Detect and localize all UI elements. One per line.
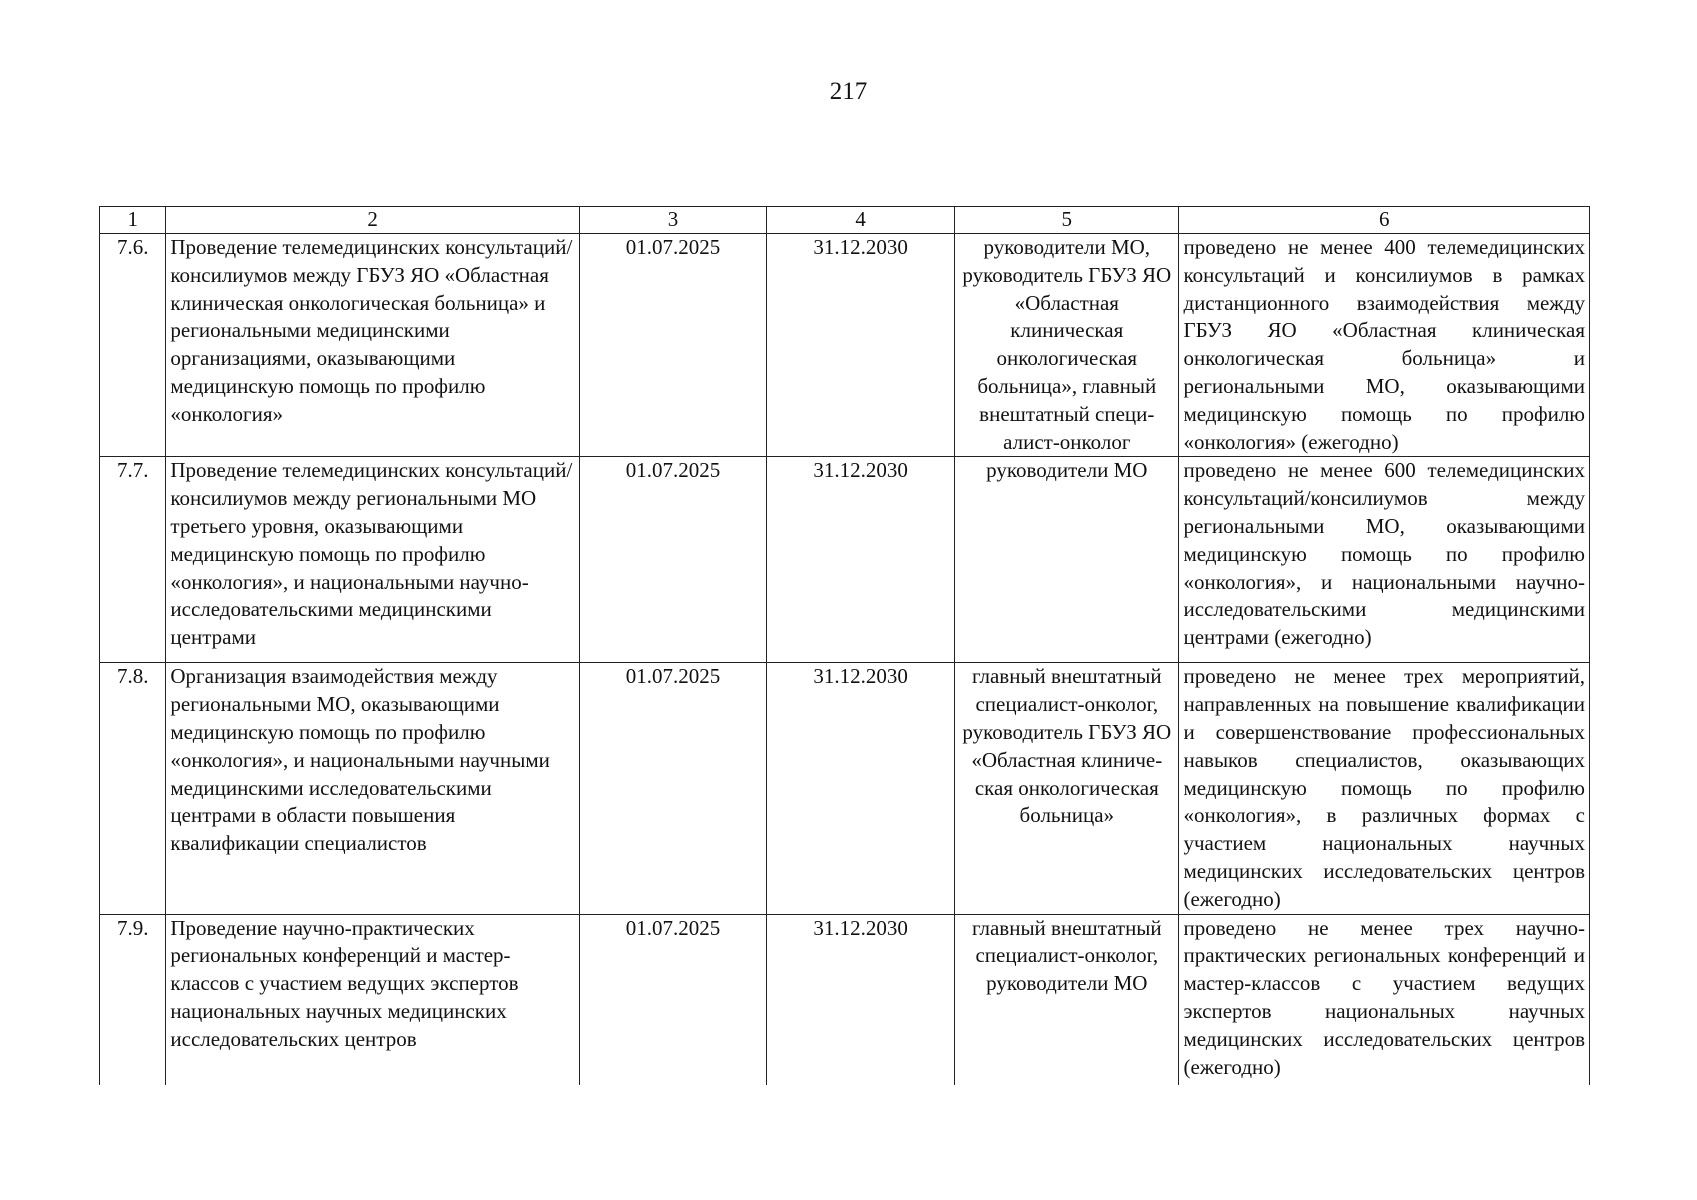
result-cell: проведено не менее трех мероприятий, направленных на повышение квалификации и совершенствование профессиональных навыков специалистов, оказывающих медицинскую помощь по профилю «онкология», в различных формах с участием национальных научных медицинских исследовательских центров (ежегодно) (1179, 663, 1590, 914)
item-number: 7.6. (100, 234, 166, 457)
end-date-cell: 31.12.2030 (767, 914, 955, 1085)
activity-cell: Проведение телемедицинских консультаций/консилиумов между ГБУЗ ЯО «Областная клиническая онкологическая больница» и региональными медицинскими организациями, оказывающими медицинскую помощь по профилю «онкология» (166, 234, 579, 457)
table-row (100, 234, 1590, 457)
activity-cell: Проведение телемедицинских консультаций/ консилиумов между региональными МО третьего уровня, оказывающими медицинскую помощь по профилю «онкология», и национальными научно-исследовательскими медицинскими центрами (166, 457, 579, 663)
table-row (100, 663, 1590, 914)
activity-cell: Проведение научно-практических региональных конференций и мастер-классов с участием ведущих экспертов национальных научных медицинских исследовательских центров (166, 914, 579, 1085)
column-header-6: 6 (1179, 207, 1590, 234)
item-number: 7.7. (100, 457, 166, 663)
end-date-cell: 31.12.2030 (767, 234, 955, 457)
end-date-cell: 31.12.2030 (767, 663, 955, 914)
end-date-cell: 31.12.2030 (767, 457, 955, 663)
start-date-cell: 01.07.2025 (579, 457, 766, 663)
column-header-2: 2 (166, 207, 579, 234)
item-number: 7.9. (100, 914, 166, 1085)
start-date-cell: 01.07.2025 (579, 234, 766, 457)
column-header-4: 4 (767, 207, 955, 234)
activity-cell: Организация взаимодействия между региональными МО, оказывающими медицинскую помощь по профилю «онкология», и национальными научными медицинскими исследовательскими центрами в области повышения квалификации специалистов (166, 663, 579, 914)
page-number: 217 (829, 78, 868, 105)
item-number: 7.8. (100, 663, 166, 914)
start-date-cell: 01.07.2025 (579, 663, 766, 914)
start-date-cell: 01.07.2025 (579, 914, 766, 1085)
result-cell: проведено не менее 400 телемедицинских консультаций и консилиумов в рамках дистанционного взаимодействия между ГБУЗ ЯО «Областная клиническая онкологическая больница» и региональными МО, оказывающими медицинскую помощь по профилю «онкология» (ежегодно) (1179, 234, 1590, 457)
table-header-row (100, 207, 1590, 234)
responsible-cell: руководители МО, руководитель ГБУЗ ЯО «Областная клиническая онкологическая больница», главный внештатный специалист-онколог (955, 234, 1179, 457)
result-cell: проведено не менее 600 телемедицинских консультаций/консилиумов между региональными МО, оказывающими медицинскую помощь по профилю «онкология», и национальными научно-исследовательскими медицинскими центрами (ежегодно) (1179, 457, 1590, 663)
column-header-1: 1 (100, 207, 166, 234)
responsible-cell: руководители МО (955, 457, 1179, 663)
result-cell: проведено не менее трех научно-практических региональных конференций и мастер-классов с участием ведущих экспертов национальных научных медицинских исследовательских центров (ежегодно) (1179, 914, 1590, 1085)
table-row (100, 457, 1590, 663)
responsible-cell: главный внештатный специалист-онколог, руководители МО (955, 914, 1179, 1085)
column-header-3: 3 (579, 207, 766, 234)
column-header-5: 5 (955, 207, 1179, 234)
table-row (100, 914, 1590, 1085)
measures-table (99, 206, 1590, 1085)
responsible-cell: главный внештатный специалист-онколог, руководитель ГБУЗ ЯО «Областная клиническая онкологическая больница» (955, 663, 1179, 914)
